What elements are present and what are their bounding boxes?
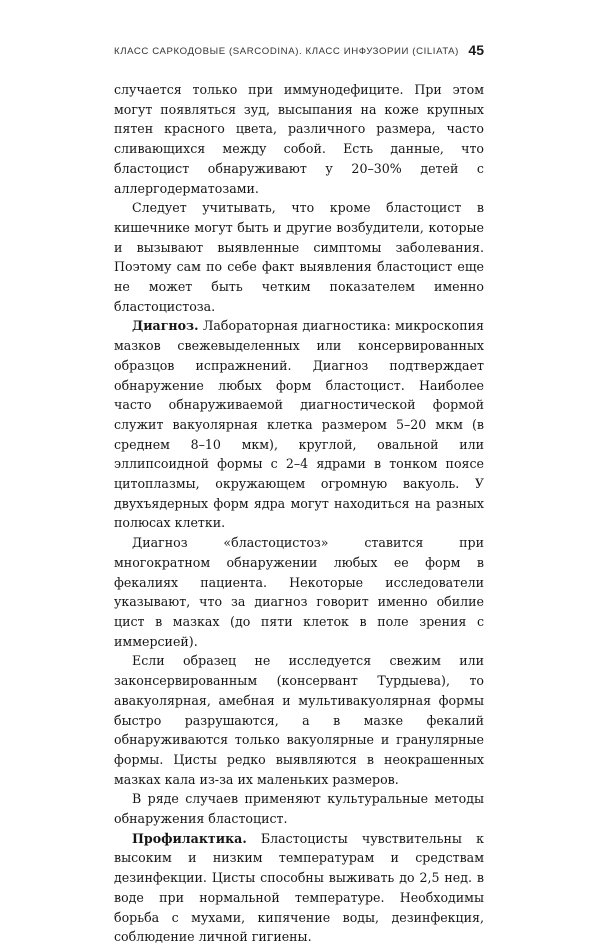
run-in-heading: Профилактика. bbox=[132, 830, 247, 846]
paragraph bbox=[114, 651, 484, 789]
paragraph-text: Бластоцисты чувствительны к высоким и низким температурам и средствам дезинфекции. Цисты способны выживать до 2,5 нед. в воде при нормальной температуре. Необходимы борьба с мухами, кипячение воды, дезинфекция, соблюдение личной гигиены. bbox=[114, 830, 484, 945]
paragraph-text: Если образец не исследуется свежим или законсервированным (консервант Турдыева), то авакуолярная, амебная и мультивакуолярная формы быстро разрушаются, а в мазке фекалий обнаруживаются только вакуолярные и гранулярные формы. Цисты редко выявляются в неокрашенных мазках кала из-за их маленьких размеров. bbox=[114, 653, 484, 787]
paragraph-text: Диагноз «бластоцистоз» ставится при многократном обнаружении любых ее форм в фекалиях пациента. Некоторые исследователи указывают, что за диагноз говорит именно обилие цист в мазках (до пяти клеток в поле зрения с иммерсией). bbox=[114, 535, 484, 649]
paragraph bbox=[114, 198, 484, 316]
run-in-heading: Диагноз. bbox=[132, 318, 199, 334]
paragraph-text: Следует учитывать, что кроме бластоцист в кишечнике могут быть и другие возбудители, которые и вызывают выявленные симптомы заболевания. Поэтому сам по себе факт выявления бластоцист еще не может быть четким показателем именно бластоцистоза. bbox=[114, 200, 484, 314]
paragraph-text: Лабораторная диагностика: микроскопия мазков свежевыделенных или консервированных образцов испражнений. Диагноз подтверждает обнаружение любых форм бластоцист. Наиболее часто обнаруживаемой диагностической формой служит вакуолярная клетка размером 5–20 мкм (в среднем 8–10 мкм), круглой, овальной или эллипсоидной формы с 2–4 ядрами в тонком поясе цитоплазмы, окружающем огромную вакуоль. У двухъядерных форм ядра могут находиться на разных полюсах клетки. bbox=[114, 318, 484, 531]
paragraph-diagnosis bbox=[114, 316, 484, 533]
paragraph-continuation bbox=[114, 80, 484, 198]
page-body bbox=[114, 80, 484, 947]
running-title: КЛАСС САРКОДОВЫЕ (SARCODINA). КЛАСС ИНФУЗОРИИ (CILIATA) bbox=[114, 46, 459, 57]
paragraph-prevention bbox=[114, 829, 484, 947]
paragraph-text: случается только при иммунодефиците. При этом могут появляться зуд, высыпания на коже крупных пятен красного цвета, различного размера, часто сливающихся между собой. Есть данные, что бластоцист обнаруживают у 20–30% детей с аллергодерматозами. bbox=[114, 82, 484, 196]
running-header bbox=[114, 42, 484, 62]
paragraph bbox=[114, 533, 484, 651]
paragraph bbox=[114, 789, 484, 828]
page-number: 45 bbox=[468, 42, 484, 58]
paragraph-text: В ряде случаев применяют культуральные методы обнаружения бластоцист. bbox=[114, 791, 484, 827]
